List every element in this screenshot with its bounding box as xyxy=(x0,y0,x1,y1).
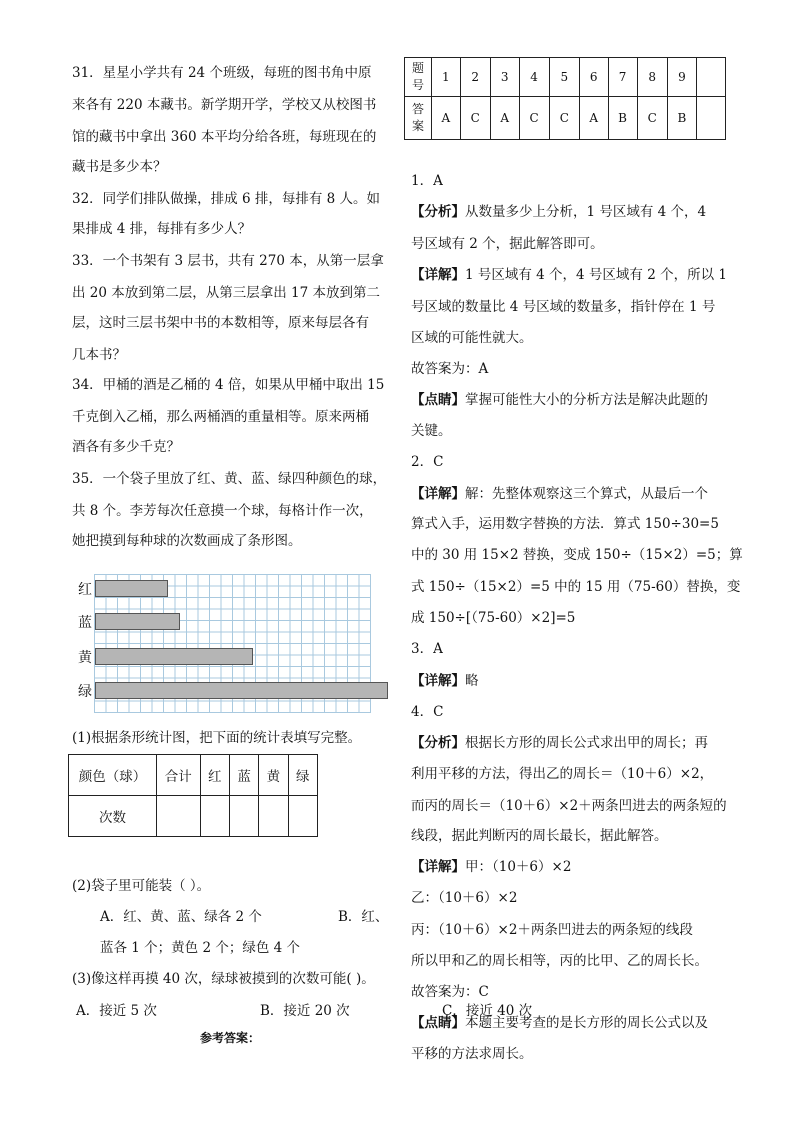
answer-num: 1 xyxy=(432,58,461,97)
stat-header-total: 合计 xyxy=(157,755,201,796)
stat-header-green: 绿 xyxy=(288,755,317,796)
q31-line3: 馆的藏书中拿出 360 本平均分给各班，每班现在的 xyxy=(72,129,377,145)
answer-tag: 【点睛】 xyxy=(411,1015,465,1031)
answer-text: 算式入手，运用数字替换的方法．算式 150÷30=5 xyxy=(411,516,719,532)
answer-line xyxy=(411,764,713,784)
answer-line xyxy=(411,1044,533,1064)
q34-line2: 千克倒入乙桶，那么两桶酒的重量相等。原来两桶 xyxy=(72,409,369,425)
q35-line2: 共 8 个。李芳每次任意摸一个球，每格计作一次， xyxy=(72,503,373,519)
sub-question-3: (3)像这样再摸 40 次，绿球被摸到的次数可能( )。 xyxy=(72,971,375,987)
answer-line xyxy=(411,297,715,317)
answer-text: 略 xyxy=(465,673,479,689)
answer-text: 号区域有 2 个，据此解答即可。 xyxy=(411,236,604,252)
answer-value: A xyxy=(432,97,461,140)
answer-line xyxy=(411,421,452,441)
q34-line3: 酒各有多少千克？ xyxy=(72,439,180,455)
answer-text: 故答案为：C xyxy=(411,984,489,1000)
answer-text: 区域的可能性就大。 xyxy=(411,330,533,346)
option-2b-cont: 蓝各 1 个；黄色 2 个；绿色 4 个 xyxy=(100,940,301,956)
answer-line xyxy=(411,702,443,722)
q33-line2: 出 20 本放到第二层，从第三层拿出 17 本放到第二 xyxy=(72,285,381,301)
q32-line1: 32．同学们排队做操，排成 6 排，每排有 8 人。如 xyxy=(72,191,381,207)
answer-tag: 【分析】 xyxy=(411,204,465,220)
q35-line1: 35．一个袋子里放了红、黄、蓝、绿四种颜色的球， xyxy=(72,471,387,487)
label-an: 案 xyxy=(411,119,424,133)
answer-tag: 【详解】 xyxy=(411,859,465,875)
answer-value: C xyxy=(637,97,667,140)
answer-text: 号区域的数量比 4 号区域的数量多，指针停在 1 号 xyxy=(411,299,716,315)
answer-text: 中的 30 用 15×2 替换，变成 150÷（15×2）=5；算 xyxy=(411,547,743,563)
answer-text: 式 150÷（15×2）=5 中的 15 用（75-60）替换，变 xyxy=(411,579,741,595)
q31-line1: 31．星星小学共有 24 个班级，每班的图书角中原 xyxy=(72,65,372,81)
bar-chart xyxy=(72,570,370,718)
stat-header-red: 红 xyxy=(200,755,229,796)
reference-answer-heading: 参考答案： xyxy=(200,1031,261,1045)
answer-text: 掌握可能性大小的分析方法是解决此题的 xyxy=(465,392,708,408)
answer-value: C xyxy=(549,97,579,140)
answer-num: 7 xyxy=(608,58,637,97)
category-label: 红 xyxy=(78,582,92,598)
category-label: 黄 xyxy=(78,650,92,666)
answer-text: 从数量多少上分析，1 号区域有 4 个，4 xyxy=(465,204,707,220)
answer-line xyxy=(411,1013,708,1033)
stat-table-data-row xyxy=(69,796,318,837)
answer-text: 线段，据此判断丙的周长最长，据此解答。 xyxy=(411,828,668,844)
stat-table-header-row xyxy=(69,755,318,796)
answer-line xyxy=(411,171,443,191)
answer-tag: 【分析】 xyxy=(411,735,465,751)
q34-line1: 34．甲桶的酒是乙桶的 4 倍，如果从甲桶中取出 15 xyxy=(72,377,385,393)
answer-value: A xyxy=(579,97,608,140)
answer-line xyxy=(411,796,727,816)
answer-text: 解：先整体观察这三个算式，从最后一个 xyxy=(465,486,708,502)
answer-line xyxy=(411,671,479,691)
answer-text: 3．A xyxy=(411,641,443,657)
stat-header-yellow: 黄 xyxy=(259,755,288,796)
answer-text: 丙：（10＋6）×2＋两条凹进去的两条短的线段 xyxy=(411,922,693,938)
stat-cell-red[interactable] xyxy=(200,796,229,837)
answer-text: 1 号区域有 4 个，4 号区域有 2 个，所以 1 xyxy=(465,267,727,283)
answer-num: 3 xyxy=(490,58,519,97)
stat-cell-green[interactable] xyxy=(288,796,317,837)
bar xyxy=(95,580,168,597)
answer-text: 平移的方法求周长。 xyxy=(411,1046,533,1062)
answer-num: 4 xyxy=(519,58,549,97)
stat-header-color: 颜色（球） xyxy=(69,755,157,796)
answer-line xyxy=(411,390,708,410)
answer-tag: 【详解】 xyxy=(411,673,465,689)
stat-row-label: 次数 xyxy=(69,796,157,837)
option-3b: B．接近 20 次 xyxy=(260,1003,350,1019)
bar xyxy=(95,682,388,699)
answer-line xyxy=(411,545,743,565)
q35-line3: 她把摸到每种球的次数画成了条形图。 xyxy=(72,533,302,549)
q33-line3: 层，这时三层书架中书的本数相等，原来每层各有 xyxy=(72,315,369,331)
answer-line xyxy=(411,359,488,379)
answer-text: 4．C xyxy=(411,704,444,720)
answer-text: 所以甲和乙的周长相等，丙的比甲、乙的周长长。 xyxy=(411,953,708,969)
answer-tag: 【点睛】 xyxy=(411,392,465,408)
q31-line4: 藏书是多少本？ xyxy=(72,159,167,175)
q33-line4: 几本书？ xyxy=(72,347,126,363)
stat-table xyxy=(68,754,318,837)
sub-question-2: (2)袋子里可能装（ ）。 xyxy=(72,878,211,894)
answer-text: 2．C xyxy=(411,454,444,470)
stat-cell-blue[interactable] xyxy=(229,796,258,837)
answer-tag: 【详解】 xyxy=(411,486,465,502)
answer-line xyxy=(411,733,708,753)
answer-value xyxy=(697,97,726,140)
answer-tag: 【详解】 xyxy=(411,267,465,283)
answer-text: 1．A xyxy=(411,173,443,189)
answer-value: A xyxy=(490,97,519,140)
answer-line xyxy=(411,888,517,908)
answer-text: 而丙的周长＝（10＋6）×2＋两条凹进去的两条短的 xyxy=(411,798,727,814)
answer-line xyxy=(411,328,533,348)
answer-line xyxy=(411,484,708,504)
answer-text: 利用平移的方法，得出乙的周长＝（10＋6）×2， xyxy=(411,766,714,782)
answer-line xyxy=(411,265,727,285)
category-label: 绿 xyxy=(78,684,92,700)
answer-value: C xyxy=(460,97,490,140)
bar xyxy=(95,613,180,630)
option-2b: B．红、 xyxy=(338,909,389,925)
answer-line xyxy=(411,639,443,659)
answer-text: 本题主要考查的是长方形的周长公式以及 xyxy=(465,1015,708,1031)
answer-line xyxy=(411,920,693,940)
label-hao: 号 xyxy=(411,78,424,92)
bar xyxy=(95,648,253,665)
answer-text: 乙：（10＋6）×2 xyxy=(411,890,518,906)
answer-num: 2 xyxy=(460,58,490,97)
answer-line xyxy=(411,857,571,877)
label-ti: 题 xyxy=(411,61,424,75)
answer-text: 成 150÷[（75-60）×2]=5 xyxy=(411,610,576,626)
answer-row-label-2 xyxy=(405,97,432,140)
answer-text: 故答案为：A xyxy=(411,361,489,377)
answer-line xyxy=(411,826,668,846)
option-2a: A．红、黄、蓝、绿各 2 个 xyxy=(100,909,262,925)
answer-value: B xyxy=(608,97,637,140)
answer-line xyxy=(411,452,443,472)
stat-cell-yellow[interactable] xyxy=(259,796,288,837)
answer-row-answers xyxy=(405,97,726,140)
answer-num: 8 xyxy=(637,58,667,97)
category-label: 蓝 xyxy=(78,615,92,631)
answer-line xyxy=(411,608,575,628)
answer-text: 根据长方形的周长公式求出甲的周长；再 xyxy=(465,735,708,751)
answer-line xyxy=(411,577,740,597)
q33-line1: 33．一个书架有 3 层书，共有 270 本，从第一层拿 xyxy=(72,253,384,269)
q31-line2: 来各有 220 本藏书。新学期开学，学校又从校图书 xyxy=(72,97,377,113)
stat-cell-total[interactable] xyxy=(157,796,201,837)
label-da: 答 xyxy=(411,102,424,116)
answer-line xyxy=(411,951,708,971)
q32-line2: 果排成 4 排，每排有多少人？ xyxy=(72,221,252,237)
sub-question-1: (1)根据条形统计图，把下面的统计表填写完整。 xyxy=(72,730,362,746)
answer-text: 关键。 xyxy=(411,423,452,439)
option-3c: C．接近 40 次 xyxy=(442,1003,533,1019)
answer-row-label-1 xyxy=(405,58,432,97)
answer-line xyxy=(411,514,719,534)
answer-num: 6 xyxy=(579,58,608,97)
answer-value: B xyxy=(667,97,696,140)
answer-line xyxy=(411,234,604,254)
answer-line xyxy=(411,982,489,1002)
answer-text: 甲：（10＋6）×2 xyxy=(465,859,572,875)
answer-table xyxy=(404,57,726,140)
answer-value: C xyxy=(519,97,549,140)
answer-row-numbers xyxy=(405,58,726,97)
answer-line xyxy=(411,202,706,222)
stat-header-blue: 蓝 xyxy=(229,755,258,796)
answer-num: 9 xyxy=(667,58,696,97)
option-3a: A．接近 5 次 xyxy=(76,1003,157,1019)
answer-num xyxy=(697,58,726,97)
answer-num: 5 xyxy=(549,58,579,97)
